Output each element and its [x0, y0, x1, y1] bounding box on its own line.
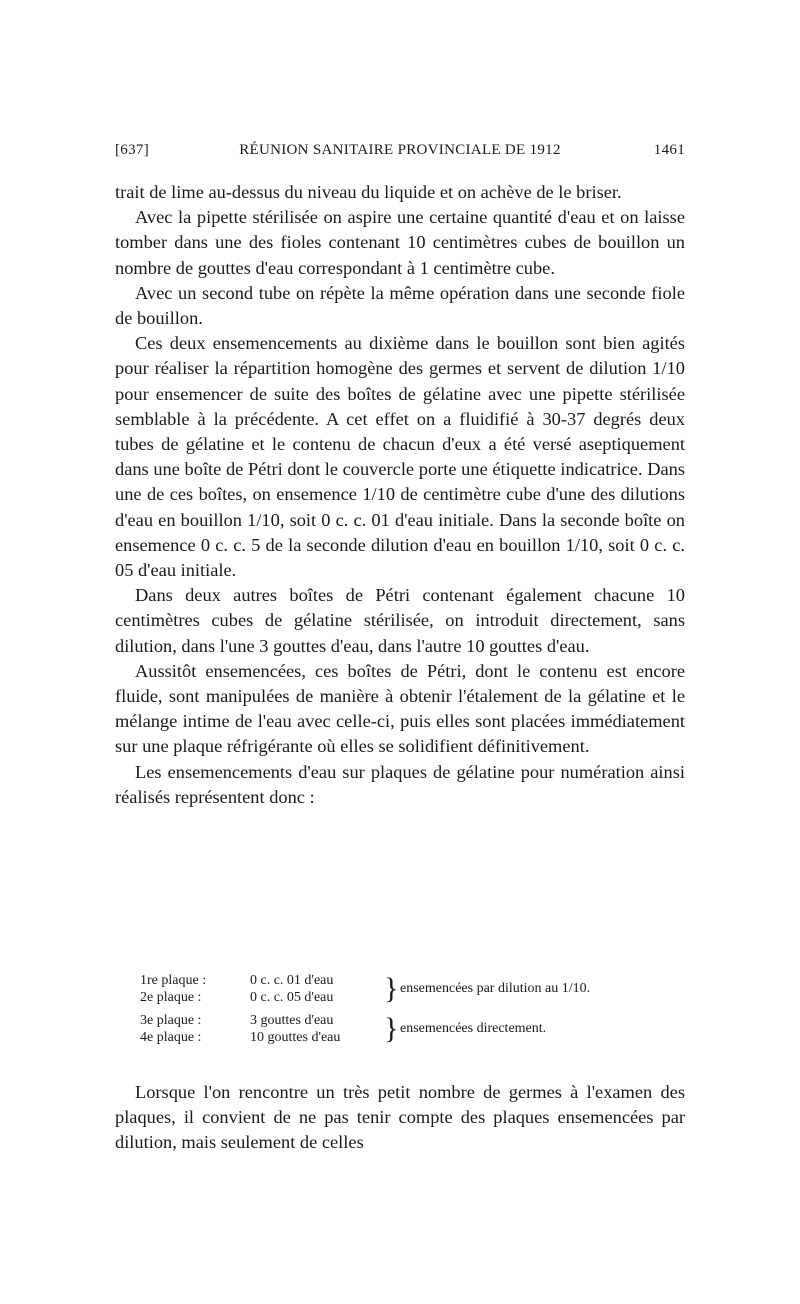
plate-label: 2e plaque :: [140, 990, 202, 1005]
group-note: ensemencées directement.: [400, 1021, 547, 1036]
plate-dose: 10 gouttes d'eau: [250, 1030, 341, 1045]
page-reference: [637]: [115, 142, 149, 158]
paragraph: Dans deux autres boîtes de Pétri contenant également chacune 10 centimètres cubes de gélatine stérilisée, on introduit directement, sans dilution, dans l'une 3 gouttes d'eau, dans l'autre 10 gouttes d'eau.: [115, 585, 685, 656]
body-text: [115, 180, 685, 810]
plate-label: 3e plaque :: [140, 1013, 202, 1028]
paragraph: Avec un second tube on répète la même opération dans une seconde fiole de bouillon.: [115, 282, 685, 329]
group-note: ensemencées par dilution au 1/10.: [400, 981, 591, 996]
page-number: 1461: [653, 142, 685, 158]
plates-table: [140, 973, 700, 1053]
plates-group-dilution: [140, 973, 700, 1007]
running-title: RÉUNION SANITAIRE PROVINCIALE DE 1912: [239, 142, 561, 158]
paragraph: Les ensemencements d'eau sur plaques de gélatine pour numération ainsi réalisés représentent donc :: [115, 761, 685, 807]
plate-dose: 3 gouttes d'eau: [250, 1013, 334, 1028]
right-brace-icon: }: [384, 972, 399, 1005]
plate-dose: 0 c. c. 05 d'eau: [250, 990, 334, 1005]
paragraph: Avec la pipette stérilisée on aspire une certaine quantité d'eau et on laisse tomber dans une des fioles contenant 10 centimètres cubes de bouillon un nombre de gouttes d'eau correspondant à 1 centimètre cube.: [115, 207, 685, 278]
paragraph: Ces deux ensemencements au dixième dans le bouillon sont bien agités pour réaliser la répartition homogène des germes et servent de dilution 1/10 pour ensemencer de suite des boîtes de gélatine avec une pipette stérilisée semblable à la précédente. A cet effet on a fluidifié à 30-37 degrés deux tubes de gélatine et le contenu de chacun d'eux a été versé aseptiquement dans une boîte de Pétri dont le couvercle porte une étiquette indicatrice. Dans une de ces boîtes, on ensemence 1/10 de centimètre cube d'une des dilutions d'eau en bouillon 1/10, soit 0 c. c. 01 d'eau initiale. Dans la seconde boîte on ensemence 0 c. c. 5 de la seconde dilution d'eau en bouillon 1/10, soit 0 c. c. 05 d'eau initiale.: [115, 333, 685, 581]
paragraph: trait de lime au-dessus du niveau du liquide et on achève de le briser.: [115, 182, 622, 202]
plates-group-direct: [140, 1013, 700, 1047]
right-brace-icon: }: [384, 1012, 399, 1045]
closing-text: [115, 1080, 685, 1156]
plate-label: 1re plaque :: [140, 973, 207, 988]
plate-dose: 0 c. c. 01 d'eau: [250, 973, 334, 988]
plate-label: 4e plaque :: [140, 1030, 202, 1045]
running-header: [115, 142, 685, 166]
paragraph: Lorsque l'on rencontre un très petit nombre de germes à l'examen des plaques, il convient de ne pas tenir compte des plaques ensemencées par dilution, mais seulement de celles: [115, 1082, 685, 1153]
paragraph: Aussitôt ensemencées, ces boîtes de Pétri, dont le contenu est encore fluide, sont manipulées de manière à obtenir l'étalement de la gélatine et le mélange intime de l'eau avec celle-ci, puis elles sont placées immédiatement sur une plaque réfrigérante où elles se solidifient définitivement.: [115, 660, 685, 757]
